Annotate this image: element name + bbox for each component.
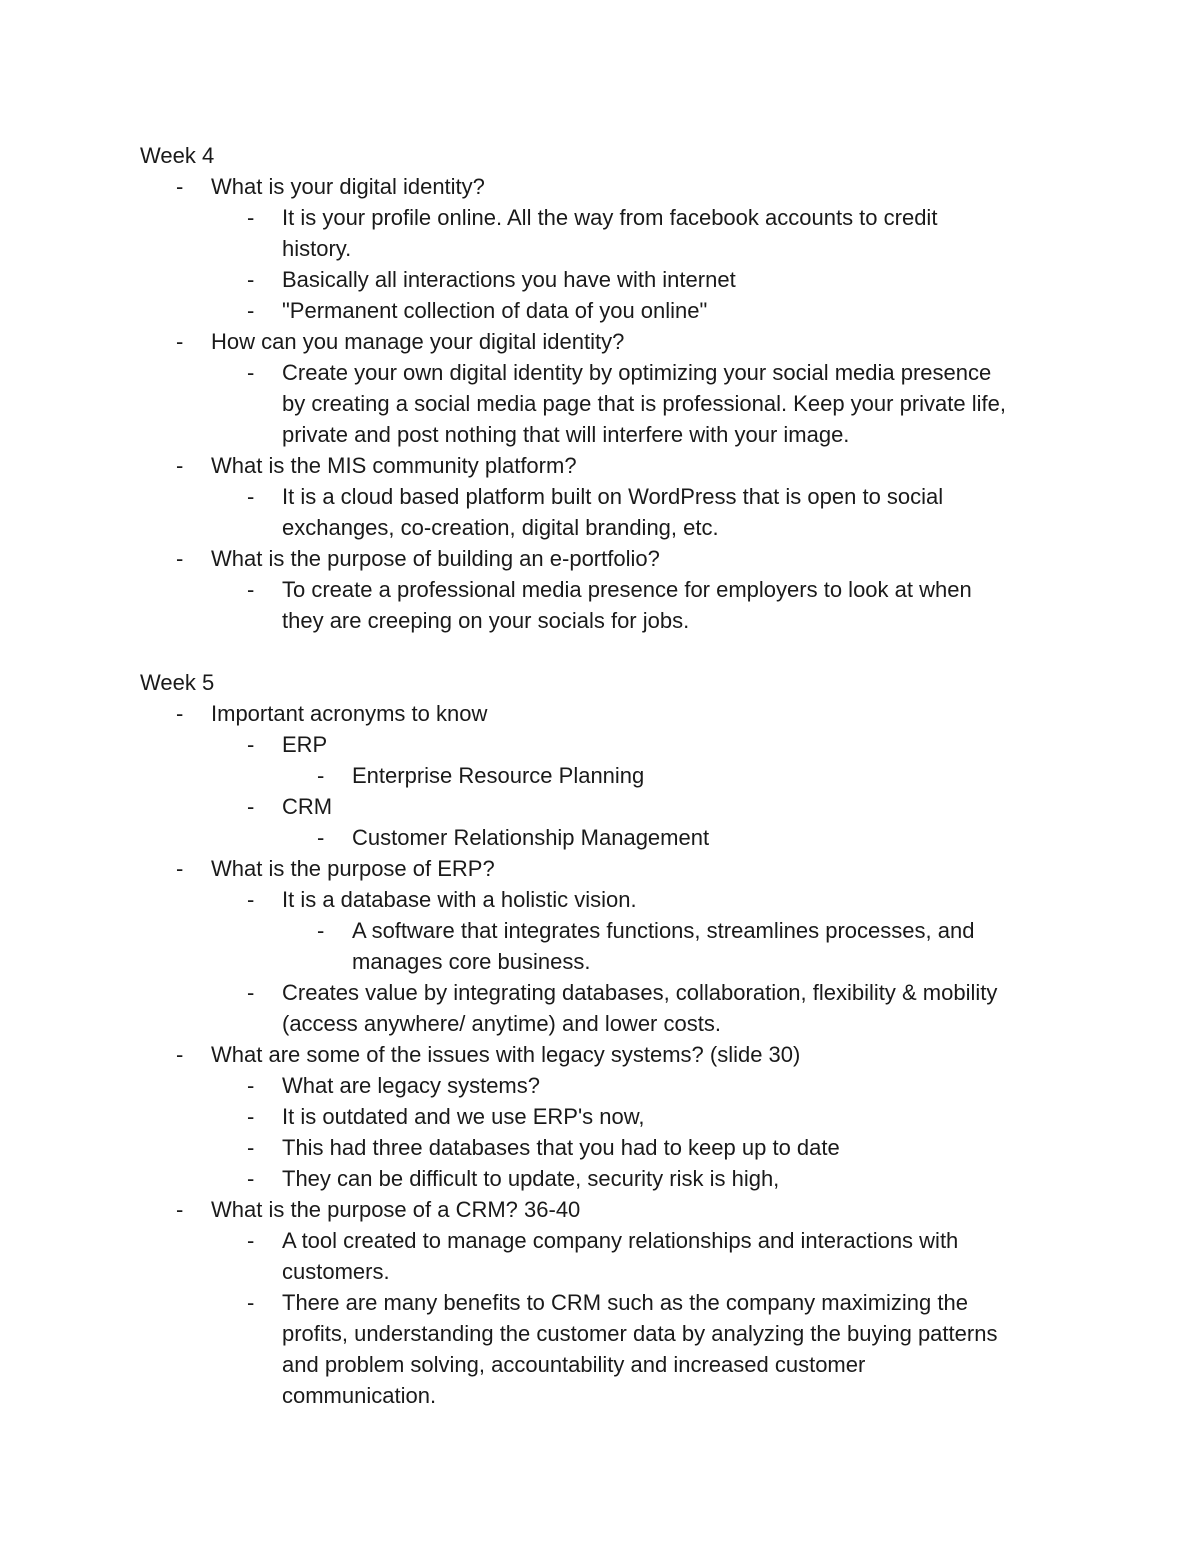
week5-acronym-erp: ERP bbox=[282, 732, 328, 757]
week4-q1-answer-1-line-1: It is your profile online. All the way from facebook accounts to credit bbox=[282, 205, 938, 230]
week5-q4-answer-2-line-3: and problem solving, accountability and increased customer bbox=[282, 1352, 866, 1377]
week4-question-1: What is your digital identity? bbox=[211, 174, 485, 199]
bullet-dash: - bbox=[247, 1166, 255, 1191]
bullet-dash: - bbox=[247, 577, 255, 602]
week4-question-3: What is the MIS community platform? bbox=[211, 453, 577, 478]
week5-q3-answer-2: It is outdated and we use ERP's now, bbox=[282, 1104, 645, 1129]
week5-q3-answer-3: This had three databases that you had to keep up to date bbox=[282, 1135, 840, 1160]
week4-question-4: What is the purpose of building an e-portfolio? bbox=[211, 546, 660, 571]
week-4-heading: Week 4 bbox=[140, 143, 215, 168]
week5-q2-answer-1-sub-line-2: manages core business. bbox=[352, 949, 591, 974]
week4-q4-answer-1-line-1: To create a professional media presence for employers to look at when bbox=[282, 577, 972, 602]
week4-q1-answer-3: "Permanent collection of data of you online" bbox=[282, 298, 708, 323]
week5-question-1: Important acronyms to know bbox=[211, 701, 488, 726]
week5-q4-answer-2-line-2: profits, understanding the customer data by analyzing the buying patterns bbox=[282, 1321, 998, 1346]
week5-acronym-crm: CRM bbox=[282, 794, 333, 819]
week5-q2-answer-2-line-1: Creates value by integrating databases, collaboration, flexibility & mobility bbox=[282, 980, 998, 1005]
bullet-dash: - bbox=[247, 298, 255, 323]
week5-q4-answer-2-line-1: There are many benefits to CRM such as the company maximizing the bbox=[282, 1290, 968, 1315]
week4-q2-answer-1-line-2: by creating a social media page that is professional. Keep your private life, bbox=[282, 391, 1006, 416]
bullet-dash: - bbox=[247, 1135, 255, 1160]
bullet-dash: - bbox=[247, 484, 255, 509]
week5-question-4: What is the purpose of a CRM? 36-40 bbox=[211, 1197, 581, 1222]
week5-q2-answer-1: It is a database with a holistic vision. bbox=[282, 887, 637, 912]
bullet-dash: - bbox=[176, 453, 184, 478]
bullet-dash: - bbox=[176, 1042, 184, 1067]
bullet-dash: - bbox=[317, 918, 325, 943]
week5-acronym-crm-definition: Customer Relationship Management bbox=[352, 825, 710, 850]
week5-question-2: What is the purpose of ERP? bbox=[211, 856, 495, 881]
bullet-dash: - bbox=[247, 205, 255, 230]
week5-acronym-erp-definition: Enterprise Resource Planning bbox=[352, 763, 645, 788]
bullet-dash: - bbox=[247, 1104, 255, 1129]
bullet-dash: - bbox=[247, 794, 255, 819]
week4-q2-answer-1-line-3: private and post nothing that will interfere with your image. bbox=[282, 422, 850, 447]
week4-q3-answer-1-line-2: exchanges, co-creation, digital branding, etc. bbox=[282, 515, 719, 540]
week5-q3-answer-4: They can be difficult to update, security risk is high, bbox=[282, 1166, 780, 1191]
week5-q2-answer-2-line-2: (access anywhere/ anytime) and lower costs. bbox=[282, 1011, 721, 1036]
bullet-dash: - bbox=[247, 980, 255, 1005]
week4-q1-answer-2: Basically all interactions you have with internet bbox=[282, 267, 736, 292]
week-5-heading: Week 5 bbox=[140, 670, 215, 695]
week5-q3-answer-1: What are legacy systems? bbox=[282, 1073, 540, 1098]
bullet-dash: - bbox=[176, 174, 184, 199]
bullet-dash: - bbox=[176, 329, 184, 354]
week5-question-3: What are some of the issues with legacy systems? (slide 30) bbox=[211, 1042, 801, 1067]
bullet-dash: - bbox=[247, 1290, 255, 1315]
week5-q2-answer-1-sub-line-1: A software that integrates functions, streamlines processes, and bbox=[352, 918, 975, 943]
week5-q4-answer-1-line-2: customers. bbox=[282, 1259, 390, 1284]
bullet-dash: - bbox=[176, 856, 184, 881]
week5-q4-answer-2-line-4: communication. bbox=[282, 1383, 437, 1408]
bullet-dash: - bbox=[176, 1197, 184, 1222]
bullet-dash: - bbox=[247, 1228, 255, 1253]
week4-q2-answer-1-line-1: Create your own digital identity by optimizing your social media presence bbox=[282, 360, 992, 385]
bullet-dash: - bbox=[317, 825, 325, 850]
bullet-dash: - bbox=[247, 360, 255, 385]
bullet-dash: - bbox=[247, 267, 255, 292]
week4-q4-answer-1-line-2: they are creeping on your socials for jobs. bbox=[282, 608, 690, 633]
bullet-dash: - bbox=[247, 1073, 255, 1098]
bullet-dash: - bbox=[247, 732, 255, 757]
week4-question-2: How can you manage your digital identity? bbox=[211, 329, 625, 354]
bullet-dash: - bbox=[247, 887, 255, 912]
bullet-dash: - bbox=[317, 763, 325, 788]
bullet-dash: - bbox=[176, 546, 184, 571]
week4-q3-answer-1-line-1: It is a cloud based platform built on WordPress that is open to social bbox=[282, 484, 944, 509]
week4-q1-answer-1-line-2: history. bbox=[282, 236, 352, 261]
week5-q4-answer-1-line-1: A tool created to manage company relationships and interactions with bbox=[282, 1228, 959, 1253]
bullet-dash: - bbox=[176, 701, 184, 726]
